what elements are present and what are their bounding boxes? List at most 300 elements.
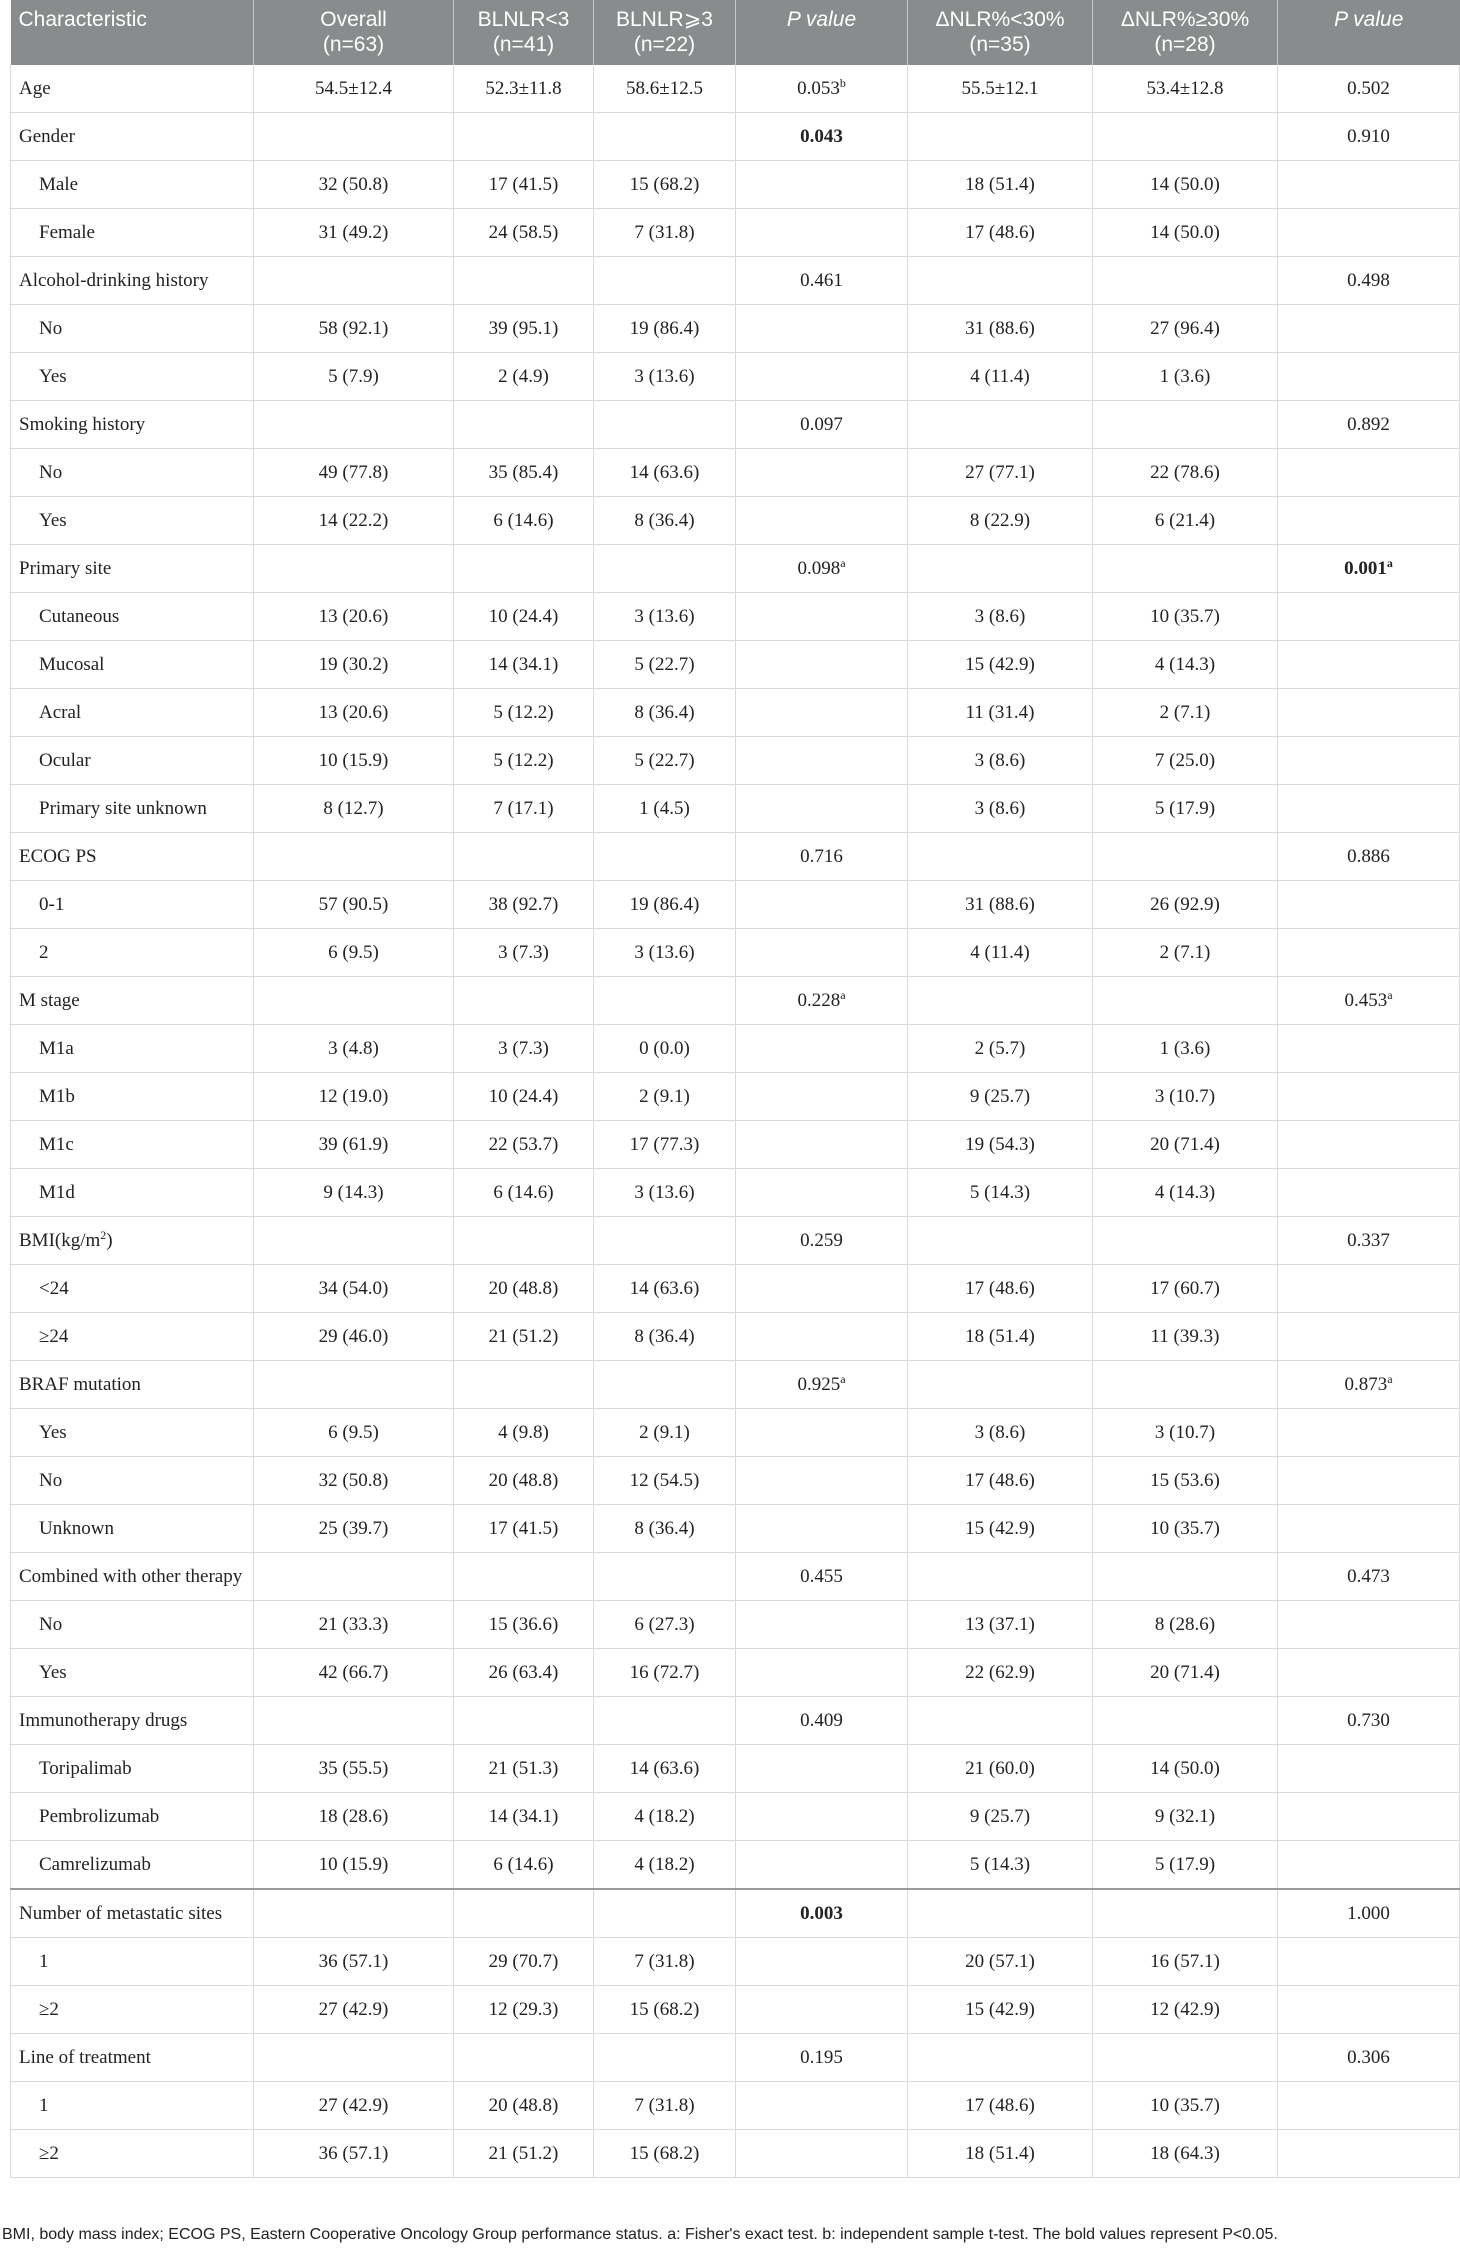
characteristics-table	[10, 0, 1460, 2178]
table-cell	[1278, 1841, 1460, 1890]
table-cell: 19 (86.4)	[594, 881, 736, 929]
table-cell: 10 (15.9)	[254, 737, 454, 785]
table-cell: 16 (57.1)	[1093, 1938, 1278, 1986]
table-cell: 20 (48.8)	[454, 1457, 594, 1505]
table-cell: 26 (63.4)	[454, 1649, 594, 1697]
table-subrow	[11, 1073, 1460, 1121]
table-cell	[908, 1217, 1093, 1265]
table-cell	[1093, 833, 1278, 881]
table-cell: 7 (17.1)	[454, 785, 594, 833]
row-label: Acral	[11, 689, 254, 737]
table-cell: 0.306	[1278, 2034, 1460, 2082]
table-cell	[1278, 497, 1460, 545]
table-cell: 27 (96.4)	[1093, 305, 1278, 353]
table-cell	[454, 1217, 594, 1265]
row-label: <24	[11, 1265, 254, 1313]
row-label: Primary site unknown	[11, 785, 254, 833]
table-row	[11, 1889, 1460, 1938]
table-cell: 15 (42.9)	[908, 1986, 1093, 2034]
table-cell	[594, 1361, 736, 1409]
table-cell: 0.455	[736, 1553, 908, 1601]
table-cell: 4 (18.2)	[594, 1793, 736, 1841]
table-cell: 8 (36.4)	[594, 497, 736, 545]
table-cell: 21 (51.2)	[454, 1313, 594, 1361]
table-cell: 17 (41.5)	[454, 1505, 594, 1553]
table-cell	[736, 641, 908, 689]
table-cell	[454, 257, 594, 305]
table-cell: 1 (3.6)	[1093, 353, 1278, 401]
table-subrow	[11, 1409, 1460, 1457]
table-subrow	[11, 2130, 1460, 2178]
row-label: No	[11, 449, 254, 497]
table-cell: 13 (20.6)	[254, 593, 454, 641]
row-label: M1a	[11, 1025, 254, 1073]
table-cell: 15 (68.2)	[594, 1986, 736, 2034]
superscript-note: a	[1387, 987, 1393, 1002]
superscript-note: b	[839, 75, 846, 90]
table-cell: 5 (14.3)	[908, 1841, 1093, 1890]
table-subrow	[11, 1457, 1460, 1505]
table-cell	[736, 1073, 908, 1121]
row-label: No	[11, 1457, 254, 1505]
table-cell	[736, 929, 908, 977]
table-cell	[254, 401, 454, 449]
table-subrow	[11, 785, 1460, 833]
table-cell	[1278, 737, 1460, 785]
table-cell: 53.4±12.8	[1093, 65, 1278, 113]
table-cell: 49 (77.8)	[254, 449, 454, 497]
table-cell: 3 (8.6)	[908, 1409, 1093, 1457]
table-cell	[736, 1745, 908, 1793]
table-cell	[736, 1025, 908, 1073]
table-cell: 14 (50.0)	[1093, 1745, 1278, 1793]
row-label: Number of metastatic sites	[11, 1889, 254, 1938]
table-cell	[454, 1697, 594, 1745]
table-cell: 12 (29.3)	[454, 1986, 594, 2034]
table-cell: 1 (4.5)	[594, 785, 736, 833]
table-cell: 0.259	[736, 1217, 908, 1265]
table-cell: 17 (77.3)	[594, 1121, 736, 1169]
table-cell	[1093, 1361, 1278, 1409]
table-cell: 0.473	[1278, 1553, 1460, 1601]
table-cell: 22 (78.6)	[1093, 449, 1278, 497]
table-subrow	[11, 593, 1460, 641]
row-label: Yes	[11, 353, 254, 401]
header-dnlr-high: ΔNLR%≥30% (n=28)	[1093, 0, 1278, 65]
table-cell: 3 (13.6)	[594, 1169, 736, 1217]
table-cell: 12 (19.0)	[254, 1073, 454, 1121]
table-cell: 11 (39.3)	[1093, 1313, 1278, 1361]
table-cell: 0.910	[1278, 113, 1460, 161]
row-label: Mucosal	[11, 641, 254, 689]
superscript-note: 2	[100, 1227, 107, 1242]
table-cell: 2 (4.9)	[454, 353, 594, 401]
table-cell: 55.5±12.1	[908, 65, 1093, 113]
superscript-note: a	[1386, 555, 1393, 570]
table-cell: 2 (7.1)	[1093, 929, 1278, 977]
table-cell: 27 (42.9)	[254, 2082, 454, 2130]
table-cell	[1093, 2034, 1278, 2082]
table-cell: 14 (34.1)	[454, 1793, 594, 1841]
table-cell: 32 (50.8)	[254, 161, 454, 209]
table-cell	[736, 737, 908, 785]
table-cell: 3 (10.7)	[1093, 1073, 1278, 1121]
table-cell	[736, 1121, 908, 1169]
table-cell: 17 (48.6)	[908, 1265, 1093, 1313]
table-cell: 6 (14.6)	[454, 1841, 594, 1890]
row-label: Unknown	[11, 1505, 254, 1553]
table-cell	[736, 161, 908, 209]
table-cell: 8 (22.9)	[908, 497, 1093, 545]
table-cell: 5 (12.2)	[454, 689, 594, 737]
table-cell	[1278, 1313, 1460, 1361]
table-subrow	[11, 305, 1460, 353]
table-cell	[1278, 785, 1460, 833]
table-cell: 7 (25.0)	[1093, 737, 1278, 785]
table-cell: 2 (7.1)	[1093, 689, 1278, 737]
table-subrow	[11, 353, 1460, 401]
table-cell: 6 (21.4)	[1093, 497, 1278, 545]
table-cell: 0.502	[1278, 65, 1460, 113]
table-subrow	[11, 1121, 1460, 1169]
table-cell	[1278, 1025, 1460, 1073]
table-row	[11, 257, 1460, 305]
table-row	[11, 401, 1460, 449]
superscript-note: a	[840, 1371, 846, 1386]
table-cell: 27 (42.9)	[254, 1986, 454, 2034]
table-cell: 18 (51.4)	[908, 2130, 1093, 2178]
table-cell: 18 (51.4)	[908, 1313, 1093, 1361]
header-blnlr-high: BLNLR⩾3 (n=22)	[594, 0, 736, 65]
table-cell: 0.228$^a$	[736, 977, 908, 1025]
row-label: Yes	[11, 1409, 254, 1457]
table-cell	[908, 545, 1093, 593]
table-cell: 0.925$^a$	[736, 1361, 908, 1409]
row-label: No	[11, 1601, 254, 1649]
table-cell: 25 (39.7)	[254, 1505, 454, 1553]
table-cell: 6 (14.6)	[454, 1169, 594, 1217]
table-cell: 3 (8.6)	[908, 593, 1093, 641]
table-cell: 15 (36.6)	[454, 1601, 594, 1649]
table-cell: 1 (3.6)	[1093, 1025, 1278, 1073]
table-cell: 0.461	[736, 257, 908, 305]
table-cell	[1278, 1793, 1460, 1841]
table-cell: 31 (88.6)	[908, 881, 1093, 929]
table-row	[11, 1361, 1460, 1409]
table-subrow	[11, 641, 1460, 689]
table-cell: 3 (8.6)	[908, 785, 1093, 833]
table-cell: 12 (54.5)	[594, 1457, 736, 1505]
row-label: Immunotherapy drugs	[11, 1697, 254, 1745]
table-cell: 0.730	[1278, 1697, 1460, 1745]
table-cell: 32 (50.8)	[254, 1457, 454, 1505]
table-cell: 10 (35.7)	[1093, 593, 1278, 641]
table-cell	[254, 113, 454, 161]
table-cell: 6 (9.5)	[254, 929, 454, 977]
table-cell: 14 (63.6)	[594, 1745, 736, 1793]
table-cell	[454, 1361, 594, 1409]
table-subrow	[11, 2082, 1460, 2130]
row-label: M1b	[11, 1073, 254, 1121]
header-overall: Overall (n=63)	[254, 0, 454, 65]
table-cell	[736, 449, 908, 497]
table-cell	[1278, 1986, 1460, 2034]
table-cell: 18 (28.6)	[254, 1793, 454, 1841]
table-cell	[736, 1841, 908, 1890]
table-cell: 52.3±11.8	[454, 65, 594, 113]
table-cell	[594, 1889, 736, 1938]
table-cell: 35 (85.4)	[454, 449, 594, 497]
table-cell	[254, 545, 454, 593]
table-cell: 3 (7.3)	[454, 1025, 594, 1073]
table-subrow	[11, 1793, 1460, 1841]
row-label: $BMI(kg/m^2)$	[11, 1217, 254, 1265]
table-cell	[254, 1361, 454, 1409]
table-cell	[1278, 1169, 1460, 1217]
table-cell: 4 (14.3)	[1093, 1169, 1278, 1217]
table-cell: 13 (20.6)	[254, 689, 454, 737]
table-cell	[1278, 1938, 1460, 1986]
table-cell	[908, 113, 1093, 161]
table-cell: 7 (31.8)	[594, 209, 736, 257]
header-p-value-1: P value	[736, 0, 908, 65]
table-cell: 35 (55.5)	[254, 1745, 454, 1793]
table-cell	[1278, 1457, 1460, 1505]
table-cell	[908, 1361, 1093, 1409]
table-cell	[1278, 689, 1460, 737]
table-subrow	[11, 497, 1460, 545]
table-cell	[594, 401, 736, 449]
table-subrow	[11, 1938, 1460, 1986]
table-cell	[1278, 1121, 1460, 1169]
table-row	[11, 833, 1460, 881]
table-cell	[736, 1409, 908, 1457]
table-cell	[908, 1889, 1093, 1938]
table-cell: 0.003	[736, 1889, 908, 1938]
table-cell	[908, 833, 1093, 881]
table-cell	[736, 1649, 908, 1697]
table-cell: 4 (11.4)	[908, 929, 1093, 977]
row-label: Male	[11, 161, 254, 209]
table-cell	[1093, 1217, 1278, 1265]
table-cell: 39 (95.1)	[454, 305, 594, 353]
table-row	[11, 1553, 1460, 1601]
table-cell: 2 (9.1)	[594, 1073, 736, 1121]
table-cell: 26 (92.9)	[1093, 881, 1278, 929]
row-label: M stage	[11, 977, 254, 1025]
row-label: ≥24	[11, 1313, 254, 1361]
table-cell: 9 (14.3)	[254, 1169, 454, 1217]
table-subrow	[11, 689, 1460, 737]
table-cell	[736, 881, 908, 929]
table-cell: 0.409	[736, 1697, 908, 1745]
table-cell: 5 (17.9)	[1093, 1841, 1278, 1890]
table-cell: 18 (51.4)	[908, 161, 1093, 209]
table-cell	[1093, 1553, 1278, 1601]
table-cell	[1278, 1649, 1460, 1697]
table-cell	[1278, 1409, 1460, 1457]
table-cell: 29 (46.0)	[254, 1313, 454, 1361]
table-cell	[736, 1793, 908, 1841]
table-cell	[254, 1697, 454, 1745]
table-body	[11, 65, 1460, 2178]
table-cell	[736, 593, 908, 641]
table-cell	[1278, 1073, 1460, 1121]
table-cell: 14 (50.0)	[1093, 161, 1278, 209]
table-cell	[594, 257, 736, 305]
table-cell	[454, 401, 594, 449]
row-label: Smoking history	[11, 401, 254, 449]
table-subrow	[11, 881, 1460, 929]
table-cell: 19 (54.3)	[908, 1121, 1093, 1169]
table-row	[11, 1697, 1460, 1745]
table-cell: 6 (9.5)	[254, 1409, 454, 1457]
row-label: ≥2	[11, 1986, 254, 2034]
table-cell	[736, 497, 908, 545]
table-cell: 58 (92.1)	[254, 305, 454, 353]
table-cell: 2 (9.1)	[594, 1409, 736, 1457]
table-cell	[1093, 1697, 1278, 1745]
table-cell: 14 (34.1)	[454, 641, 594, 689]
table-subrow	[11, 1986, 1460, 2034]
table-cell	[254, 2034, 454, 2082]
table-cell: 8 (28.6)	[1093, 1601, 1278, 1649]
table-cell	[454, 1889, 594, 1938]
table-cell: 3 (13.6)	[594, 929, 736, 977]
table-cell: 5 (22.7)	[594, 641, 736, 689]
table-cell	[908, 401, 1093, 449]
table-cell: 10 (24.4)	[454, 593, 594, 641]
table-subrow	[11, 161, 1460, 209]
row-label: Alcohol-drinking history	[11, 257, 254, 305]
table-cell	[1278, 305, 1460, 353]
table-cell: 10 (24.4)	[454, 1073, 594, 1121]
table-subrow	[11, 737, 1460, 785]
row-label: Pembrolizumab	[11, 1793, 254, 1841]
table-cell: 36 (57.1)	[254, 1938, 454, 1986]
table-cell: 9 (25.7)	[908, 1793, 1093, 1841]
table-cell: 17 (48.6)	[908, 1457, 1093, 1505]
table-cell	[736, 1505, 908, 1553]
row-label: 2	[11, 929, 254, 977]
table-cell: 21 (33.3)	[254, 1601, 454, 1649]
table-cell	[1278, 641, 1460, 689]
table-cell: 21 (60.0)	[908, 1745, 1093, 1793]
table-cell: 10 (15.9)	[254, 1841, 454, 1890]
table-cell	[1278, 1505, 1460, 1553]
table-cell	[1278, 449, 1460, 497]
table-cell	[908, 2034, 1093, 2082]
table-cell: 21 (51.2)	[454, 2130, 594, 2178]
table-cell: 0.892	[1278, 401, 1460, 449]
table-cell	[908, 257, 1093, 305]
row-label: ≥2	[11, 2130, 254, 2178]
table-footnote: BMI, body mass index; ECOG PS, Eastern Cooperative Oncology Group performance status. a: Fisher's exact test. b: independent sample t-test. The bold values represent P<0.05.	[2, 2226, 1278, 2243]
table-cell: 12 (42.9)	[1093, 1986, 1278, 2034]
table-cell: 22 (53.7)	[454, 1121, 594, 1169]
table-cell	[254, 1553, 454, 1601]
table-row	[11, 65, 1460, 113]
table-cell: 0.097	[736, 401, 908, 449]
row-label: 1	[11, 2082, 254, 2130]
table-cell	[254, 1217, 454, 1265]
table-cell: 0 (0.0)	[594, 1025, 736, 1073]
superscript-note: a	[840, 987, 846, 1002]
table-cell: 20 (48.8)	[454, 1265, 594, 1313]
table-cell	[254, 257, 454, 305]
table-cell: 8 (12.7)	[254, 785, 454, 833]
row-label: Ocular	[11, 737, 254, 785]
table-cell: 6 (27.3)	[594, 1601, 736, 1649]
table-cell: 22 (62.9)	[908, 1649, 1093, 1697]
table-cell: 21 (51.3)	[454, 1745, 594, 1793]
table-cell	[736, 1601, 908, 1649]
table-cell	[1278, 2082, 1460, 2130]
table-cell	[1093, 977, 1278, 1025]
table-row	[11, 545, 1460, 593]
table-cell: 14 (63.6)	[594, 1265, 736, 1313]
table-cell: 5 (7.9)	[254, 353, 454, 401]
table-cell: 17 (41.5)	[454, 161, 594, 209]
table-cell: 15 (53.6)	[1093, 1457, 1278, 1505]
row-label: Gender	[11, 113, 254, 161]
table-cell: 7 (31.8)	[594, 2082, 736, 2130]
row-label: 0-1	[11, 881, 254, 929]
superscript-note: a	[1387, 1371, 1393, 1386]
table-cell: 20 (57.1)	[908, 1938, 1093, 1986]
table-cell: 54.5±12.4	[254, 65, 454, 113]
table-cell: 14 (50.0)	[1093, 209, 1278, 257]
table-cell: 7 (31.8)	[594, 1938, 736, 1986]
table-cell: 57 (90.5)	[254, 881, 454, 929]
table-cell	[908, 977, 1093, 1025]
header-row	[11, 0, 1460, 65]
row-label: Toripalimab	[11, 1745, 254, 1793]
table-cell: 58.6±12.5	[594, 65, 736, 113]
table-cell: 13 (37.1)	[908, 1601, 1093, 1649]
table-subrow	[11, 209, 1460, 257]
table-cell: 3 (13.6)	[594, 353, 736, 401]
table-cell	[454, 1553, 594, 1601]
table-cell	[736, 1169, 908, 1217]
table-cell	[908, 1553, 1093, 1601]
table-cell: 17 (48.6)	[908, 209, 1093, 257]
table-cell: 0.337	[1278, 1217, 1460, 1265]
table-cell: 0.453$^a$	[1278, 977, 1460, 1025]
table-cell	[1093, 257, 1278, 305]
table-cell	[594, 1553, 736, 1601]
table-cell	[908, 1697, 1093, 1745]
table-cell	[736, 1313, 908, 1361]
table-cell	[736, 2130, 908, 2178]
table-subrow	[11, 1649, 1460, 1697]
table-cell: 24 (58.5)	[454, 209, 594, 257]
table-cell: 27 (77.1)	[908, 449, 1093, 497]
row-label: Female	[11, 209, 254, 257]
table-cell: 42 (66.7)	[254, 1649, 454, 1697]
superscript-note: a	[840, 555, 846, 570]
row-label: Yes	[11, 497, 254, 545]
table-cell: 11 (31.4)	[908, 689, 1093, 737]
row-label: Camrelizumab	[11, 1841, 254, 1890]
table-cell	[454, 833, 594, 881]
table-cell: 3 (13.6)	[594, 593, 736, 641]
table-cell	[1278, 209, 1460, 257]
table-row	[11, 113, 1460, 161]
table-cell: 14 (63.6)	[594, 449, 736, 497]
row-label: Primary site	[11, 545, 254, 593]
table-cell	[1093, 1889, 1278, 1938]
